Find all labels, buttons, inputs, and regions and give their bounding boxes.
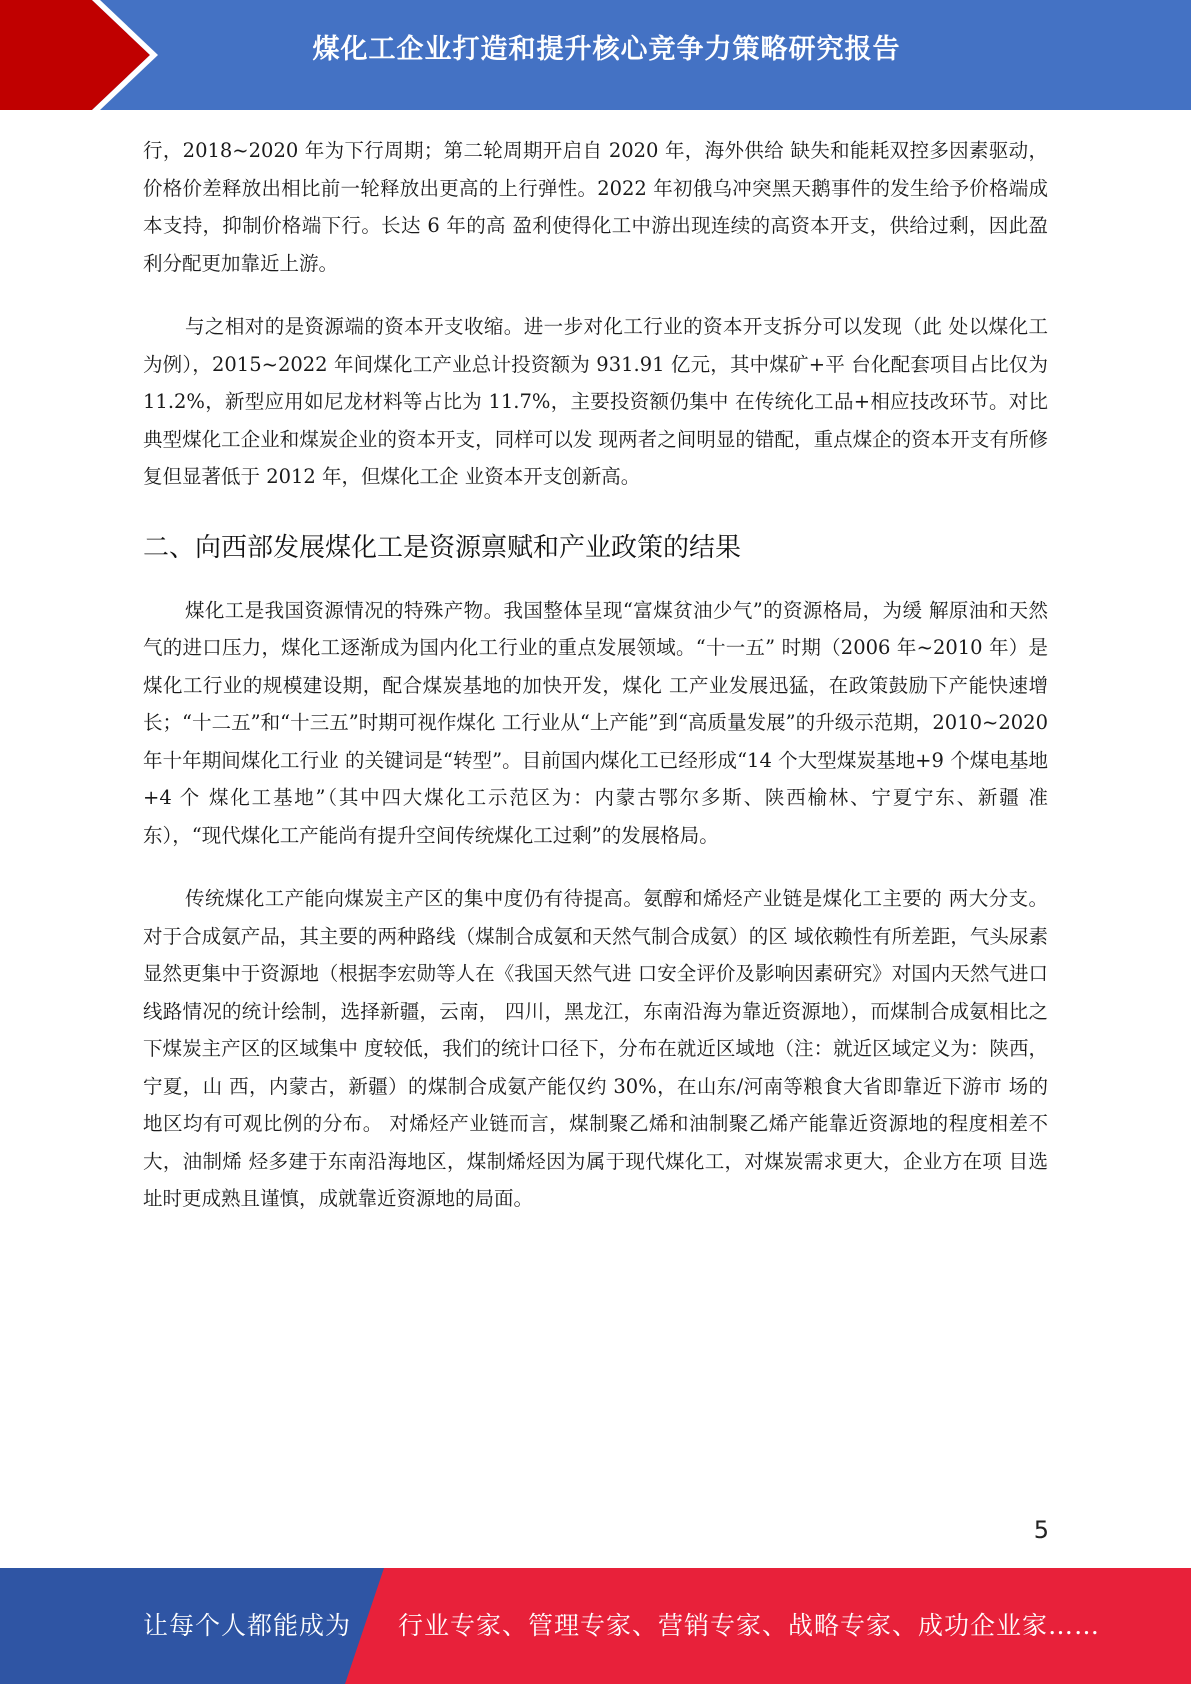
body-paragraph: 与之相对的是资源端的资本开支收缩。进一步对化工行业的资本开支拆分可以发现（此 处以煤化工为例），2015~2022 年间煤化工产业总计投资额为 931.91 亿元，其中煤矿+平 台化配套项目占比仅为 11.2%，新型应用如尼龙材料等占比为 11.7%，主要投资额仍集中 在传统化工品+相应技改环节。对比典型煤化工企业和煤炭企业的资本开支，同样可以发 现两者之间明显的错配，重点煤企的资本开支有所修复但显著低于 2012 年，但煤化工企 业资本开支创新高。: [143, 315, 1048, 488]
footer-slogan-lead: 让每个人都能成为: [143, 1611, 352, 1640]
page-number: 5: [1033, 1516, 1049, 1544]
body-paragraph: 煤化工是我国资源情况的特殊产物。我国整体呈现“富煤贫油少气”的资源格局，为缓 解原油和天然气的进口压力，煤化工逐渐成为国内化工行业的重点发展领域。“十一五” 时期（2006 年~2010 年）是煤化工行业的规模建设期，配合煤炭基地的加快开发，煤化 工产业发展迅猛，在政策鼓励下产能快速增长；“十二五”和“十三五”时期可视作煤化 工行业从“上产能”到“高质量发展”的升级示范期，2010~2020 年十年期间煤化工行业 的关键词是“转型”。目前国内煤化工已经形成“14 个大型煤炭基地+9 个煤电基地+4 个 煤化工基地”（其中四大煤化工示范区为：内蒙古鄂尔多斯、陕西榆林、宁夏宁东、新疆 准东），“现代煤化工产能尚有提升空间传统煤化工过剩”的发展格局。: [143, 598, 1048, 847]
footer-slogan-roles: 行业专家、管理专家、营销专家、战略专家、成功企业家……: [398, 1611, 1101, 1640]
page-content: [143, 132, 1048, 1218]
section-heading: 二、向西部发展煤化工是资源禀赋和产业政策的结果: [143, 532, 742, 563]
page-footer: [0, 1568, 1191, 1684]
report-title: 煤化工企业打造和提升核心竞争力策略研究报告: [312, 34, 901, 65]
body-paragraph: 传统煤化工产能向煤炭主产区的集中度仍有待提高。氨醇和烯烃产业链是煤化工主要的 两大分支。对于合成氨产品，其主要的两种路线（煤制合成氨和天然气制合成氨）的区 域依赖性有所差距，气头尿素显然更集中于资源地（根据李宏勋等人在《我国天然气进 口安全评价及影响因素研究》对国内天然气进口线路情况的统计绘制，选择新疆，云南， 四川，黑龙江，东南沿海为靠近资源地），而煤制合成氨相比之下煤炭主产区的区域集中 度较低，我们的统计口径下，分布在就近区域地（注：就近区域定义为：陕西，宁夏，山 西，内蒙古，新疆）的煤制合成氨产能仅约 30%，在山东/河南等粮食大省即靠近下游市 场的地区均有可观比例的分布。 对烯烃产业链而言，煤制聚乙烯和油制聚乙烯产能靠近资源地的程度相差不大，油制烯 烃多建于东南沿海地区，煤制烯烃因为属于现代煤化工，对煤炭需求更大，企业方在项 目选址时更成熟且谨慎，成就靠近资源地的局面。: [143, 887, 1048, 1210]
page-header: [0, 0, 1191, 110]
body-paragraph: 行，2018~2020 年为下行周期；第二轮周期开启自 2020 年，海外供给 缺失和能耗双控多因素驱动，价格价差释放出相比前一轮释放出更高的上行弹性。2022 年初俄乌冲突黑天鹅事件的发生给予价格端成本支持，抑制价格端下行。长达 6 年的高 盈利使得化工中游出现连续的高资本开支，供给过剩，因此盈利分配更加靠近上游。: [143, 139, 1048, 275]
